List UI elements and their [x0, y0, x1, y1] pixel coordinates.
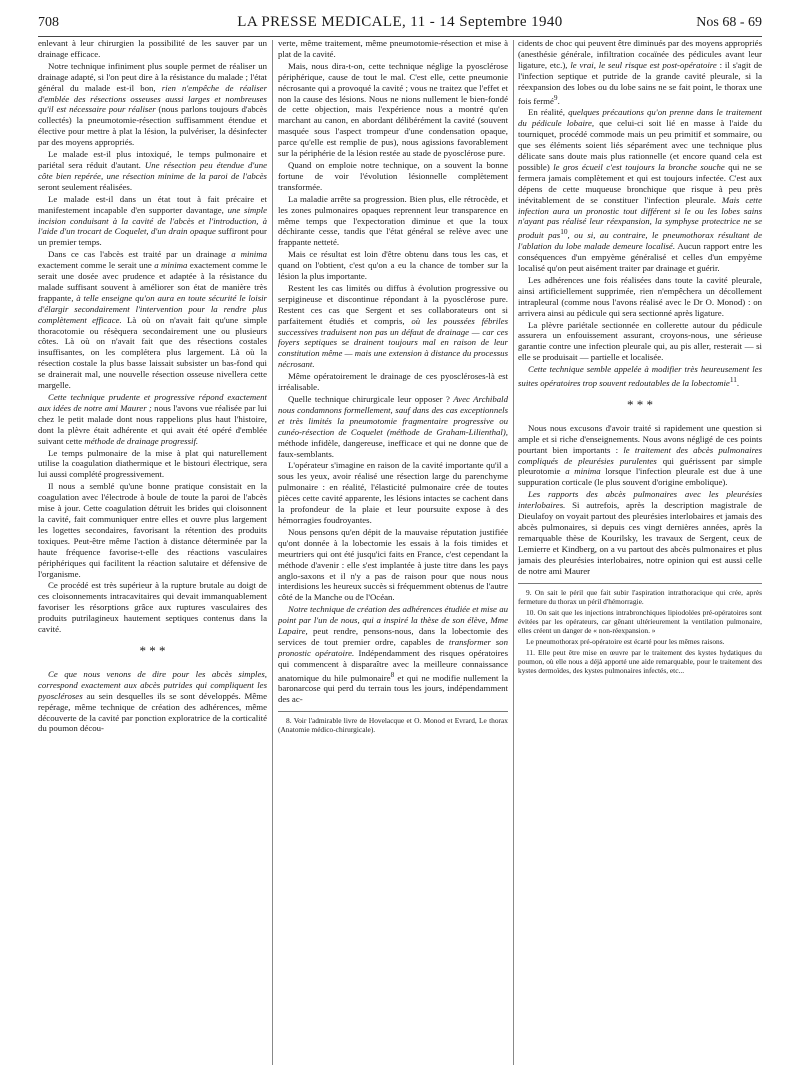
paragraph: Il nous a semblé qu'une bonne pratique consistait en la coagulation avec l'électrode à boule de toute la paroi de l'abcès mise à jour. Cette coagulation détruit les brides qui cloisonnent la cavité, fait communiquer entre elles et ouvre plus largement les logettes secondaires, favorisant la rétention des produits toxiques. Peut-être même l'action à distance déterminée par la haute fréquence favorise-t-elle des réactions vasculaires périphériques qui facilitent la réaction salutaire et défensive de l'organisme.: [38, 481, 267, 579]
paragraph: Mais ce résultat est loin d'être obtenu dans tous les cas, et quand on l'obtient, c'est qu'on a eu la chance de tomber sur la lésion la plus importante.: [278, 249, 508, 282]
paragraph: La maladie arrête sa progression. Bien plus, elle rétrocède, et les zones pulmonaires opaques reprennent leur transparence en même temps que l'expectoration diminue et que la toux déchirante cesse, tandis que l'état général se relève avec une frappante netteté.: [278, 193, 508, 248]
paragraph: Quelle technique chirurgicale leur opposer ? Avec Archibald nous condamnons formellement, sauf dans des cas exceptionnels et très limités la pneumotomie fragmentaire progressive ou cunéo-résection de Coquelet (méthode de Graham-Lilienthal), méthode infidèle, dangereuse, inefficace et qui ne donne que de faux-semblants.: [278, 394, 508, 459]
column-1: [38, 38, 267, 1068]
paragraph: Nous pensons qu'en dépit de la mauvaise réputation justifiée qu'ont donnée à la lobectomie les essais à la fois timides et meurtriers qui ont été jusqu'ici faits en France, c'est cependant la méthode d'avenir : elle s'est implantée à juste titre dans les pays anglo-saxons et il n'y a pas de raison pour que nous nous interdisions les heureux succès si fréquemment obtenus de l'autre côté de la Manche ou de l'Océan.: [278, 526, 508, 603]
paragraph: Même opératoirement le drainage de ces pyoscléroses-là est irréalisable.: [278, 371, 508, 393]
footnotes: [278, 711, 508, 734]
paragraph: Ce que nous venons de dire pour les abcès simples, correspond exactement aux abcès putrides qui compliquent les pyoscléroses au sein desquelles ils se sont développés. Même repérage, même technique de création des adhérences, même découverte de la cavité par ponction exploratrice de la corticalité du poumon décou-: [38, 668, 267, 734]
paragraph: Restent les cas limités ou diffus à évolution progressive ou serpigineuse et discontinue répondant à la pyosclérose pure. Restent ces cas que Sergent et ses collaborateurs ont si parfaitement étudiés et compris, où les poussées fébriles successives traduisent non pas un défaut de drainage — car ces foyers septiques se drainent toujours mal en raison de leur constitution même — mais une extension à distance du processus nécrosant.: [278, 282, 508, 370]
issue-number: Nos 68 - 69: [696, 15, 762, 30]
paragraph: Quand on emploie notre technique, on a souvent la bonne fortune de voir l'évolution lésionnelle complètement transformée.: [278, 159, 508, 192]
paragraph: Nous nous excusons d'avoir traité si rapidement une question si ample et si riche d'enseignements. Nous avons négligé de ces points pourtant bien importants : le traitement des abcès pulmonaires compliqués de pleurésies purulentes qui guérissent par simple pleurotomie a minima lorsque l'infection pleurale est due à une suppuration corticale (le plus souvent d'origine embolique).: [518, 422, 762, 488]
paragraph: Cette technique semble appelée à modifier très heureusement les suites opératoires trop souvent redoutables de la lobectomie$^{11}$.: [518, 364, 762, 388]
paragraph: Le temps pulmonaire de la mise à plat qui naturellement utilise la coagulation diathermique et le bistouri électrique, sera lui aussi complété progressivement.: [38, 447, 267, 480]
paragraph: cidents de choc qui peuvent être diminués par des moyens appropriés (anesthésie générale, infiltration cocaïnée des pédicules avant leur ligature, etc.), le vrai, le seul risque est post-opératoire : il s'agit de l'infection septique et putride de la grande cavité pleurale, si la réexpansion des lobes ou du lobe sains ne se fait point, le thorax une fois fermé$^9$.: [518, 38, 762, 106]
footnotes: [518, 583, 762, 675]
paragraph: Dans ce cas l'abcès est traité par un drainage a minima exactement comme le serait une a minima exactement comme le serait une dosée avec prudence et adaptée à la résistance du malade suffisant souvent à améliorer son état de manière très frappante, à telle enseigne qu'on aura en toute sécurité le loisir d'élargir secondairement l'intervention pour la rendre plus complètement efficace. Là où on n'avait fait qu'une simple thoracotomie ou résèquera secondairement une ou plusieurs côtes. Là où on n'avait fait que des résections costales insuffisantes, on les complétera plus largement. Là où la résection costale la plus basse laissait subsister un bas-fond qui se drainerait mal, une nouvelle résection osseuse nivellera cette margelle.: [38, 249, 267, 391]
footnote: Le pneumothorax pré-opératoire est écarté pour les mêmes raisons.: [526, 636, 725, 646]
section-separator: * * *: [139, 642, 166, 658]
footnote: 8. Voir l'admirable livre de Hovelacque et O. Monod et Evrard, Le thorax (Anatomie médico-chirurgicale).: [278, 716, 508, 735]
paragraph: Le malade est-il dans un état tout à fait précaire et manifestement incapable d'en supporter davantage, une simple incision conduisant à la cavité de l'abcès et l'introduction, à l'aide d'un trocart de Coquelet, d'un drain opaque suffiront pour un premier temps.: [38, 193, 267, 248]
column-3: [518, 38, 762, 1068]
paragraph: Le malade est-il plus intoxiqué, le temps pulmonaire et pariétal sera réduit d'autant. Une résection peu étendue d'une côte bien repérée, une résection minime de la paroi de l'abcès seront seulement réalisées.: [38, 149, 267, 192]
paragraph: Les rapports des abcès pulmonaires avec les pleurésies interlobaires. Si autrefois, après la description magistrale de Dieulafoy on voyait partout des pleurésies interlobaires et jamais des abcès pulmonaires, si depuis ces vingt dernières années, après la remarquable thèse de Kourilsky, les travaux de Sergent, ceux de Lemierre et Kindberg, on a vu partout des abcès pulmonaires et plus jamais des pleurésies interlobaires, notre opinion qui est aussi celle de notre ami Maurer: [518, 489, 762, 576]
section-separator: * * *: [627, 396, 653, 412]
page-header: [38, 14, 762, 37]
footnote: 9. On sait le péril que fait subir l'aspiration intrathoracique qui crée, après fermeture du thorax un péril d'hémorragie.: [518, 587, 762, 606]
paragraph: Notre technique infiniment plus souple permet de réaliser un drainage adapté, si l'on peut dire à la résistance du malade ; l'état général du malade est-il bon, rien n'empêche de réaliser d'emblée des résections osseuses aussi larges et nombreuses qu'il est nécessaire pour réaliser (nous parlons toujours d'abcès collectés) la pneumotomie-résection suffisamment étendue et élective pour mettre à plat la lésion, la pulvériser, la désinfecter par des moyens appropriés.: [38, 60, 267, 148]
paragraph: Cette technique prudente et progressive répond exactement aux idées de notre ami Maurer ; nous l'avons vue réalisée par lui chez le petit malade dont nous rappelions plus haut l'histoire, dont la plèvre était adhérente et qui avait été opéré d'emblée suivant cette méthode de drainage progressif.: [38, 392, 267, 446]
paragraph: L'opérateur s'imagine en raison de la cavité importante qu'il a sous les yeux, avoir réalisé une résection large du parenchyme pulmonaire : en réalité, l'élasticité pulmonaire crée de toutes pièces cette cavité apparente, les lésions intactes se cachent dans la profondeur de la plaie et leur poursuite expose à des hémorragies foudroyantes.: [278, 460, 508, 525]
paragraph: En réalité, quelques précautions qu'on prenne dans le traitement du pédicule lobaire, que celui-ci soit lié en masse à l'aide du tourniquet, procédé commode mais un peu primitif et sommaire, ou que ses éléments soient liés séparément avec une technique plus délicate sans doute mais plus rationnelle (et encore quand cela est possible) le gros écueil c'est toujours la bronche souche qui ne se fermera jamais complètement et qui est toujours infectée. C'est aux dépens de cette muqueuse bronchique que risque à peu près inévitablement de se constituer l'infection pleurale. Mais cette infection aura un pronostic tout différent si le ou les lobes sains n'ayant pas réalisé leur réexpansion, la symphyse protectrice ne se produit pas$^{10}$, ou si, au contraire, le pneumothorax résultant de l'ablation du lobe malade demeure localisé. Aucun rapport entre les conséquences d'un empyème généralisé et celles d'un empyème localisé qu'on peut aisément traiter par drainage et guérir.: [518, 107, 762, 273]
journal-title: LA PRESSE MEDICALE, 11 - 14 Septembre 1940: [237, 14, 563, 30]
paragraph: enlevant à leur chirurgien la possibilité de les sauver par un drainage efficace.: [38, 38, 267, 59]
paragraph: Ce procédé est très supérieur à la rupture brutale au doigt de ces cloisonnements intracavitaires qui devait immanquablement favoriser les résorptions grâce aux ruptures vasculaires des produits putrilagineux hautement septiques contenus dans la cavité.: [38, 580, 267, 635]
column-2: [278, 38, 508, 1068]
paragraph: Les adhérences une fois réalisées dans toute la cavité pleurale, ainsi artificiellement supprimée, rien n'empêchera un décollement intrapleural (comme nous l'avons réalisé avec le Dr O. Monod) : on arrivera ainsi au pédicule qui sera sectionné après ligature.: [518, 274, 762, 318]
page-number: 708: [38, 15, 59, 30]
paragraph: Notre technique de création des adhérences étudiée et mise au point par l'un de nous, qui a inspiré la thèse de son élève, Mme Lapaire, peut rendre, pensons-nous, dans la lobectomie des services de tout premier ordre, capables de transformer son pronostic opératoire. Indépendamment des risques opératoires qui commencent à disparaître avec la meilleure connaissance anatomique du hile pulmonaire$^8$ et qui ne modifie nullement la baronarcose qui perd du terrain tous les jours, indépendamment des ac-: [278, 604, 508, 705]
paragraph: La plèvre pariétale sectionnée en collerette autour du pédicule assurera un enfouissement assurant, croyons-nous, une sérieuse garantie contre une infection pleurale qui, au pis aller, resterait — si elle se produisait — partielle et localisée.: [518, 319, 762, 363]
paragraph: Mais, nous dira-t-on, cette technique néglige la pyosclérose périphérique, cause de tout le mal. C'est elle, cette pneumonie nécrosante qui a provoqué la cavité ; vous ne traitez que l'effet et non la cause des lésions. Nous ne nions nullement le bien-fondé de cette objection, mais l'expérience nous a montré qu'en marchant au canon, en abordant délibérément la cavité (souvent masquée sous l'aspect trompeur d'une condensation opaque, parce qu'elle est remplie de pus), nous agissions favorablement sur la périphérie de la lésion restée au stade de pyosclérose pure.: [278, 60, 508, 159]
footnote: 10. On sait que les injections intrabronchiques lipiodolées pré-opératoires sont évitées par les opérateurs, car gênant ultérieurement la ventilation pulmonaire, elles créent un danger de « non-réexpansion. »: [518, 607, 762, 635]
footnote: 11. Elle peut être mise en œuvre par le traitement des kystes hydatiques du poumon, où elle nous a déjà apporté une aide remarquable, pour le traitement des kystes dermoïdes, des kystes pulmonaires infectés, etc...: [518, 647, 762, 675]
paragraph: verte, même traitement, même pneumotomie-résection et mise à plat de la cavité.: [278, 38, 508, 59]
column-rule: [513, 40, 514, 1065]
column-rule: [272, 40, 273, 1065]
